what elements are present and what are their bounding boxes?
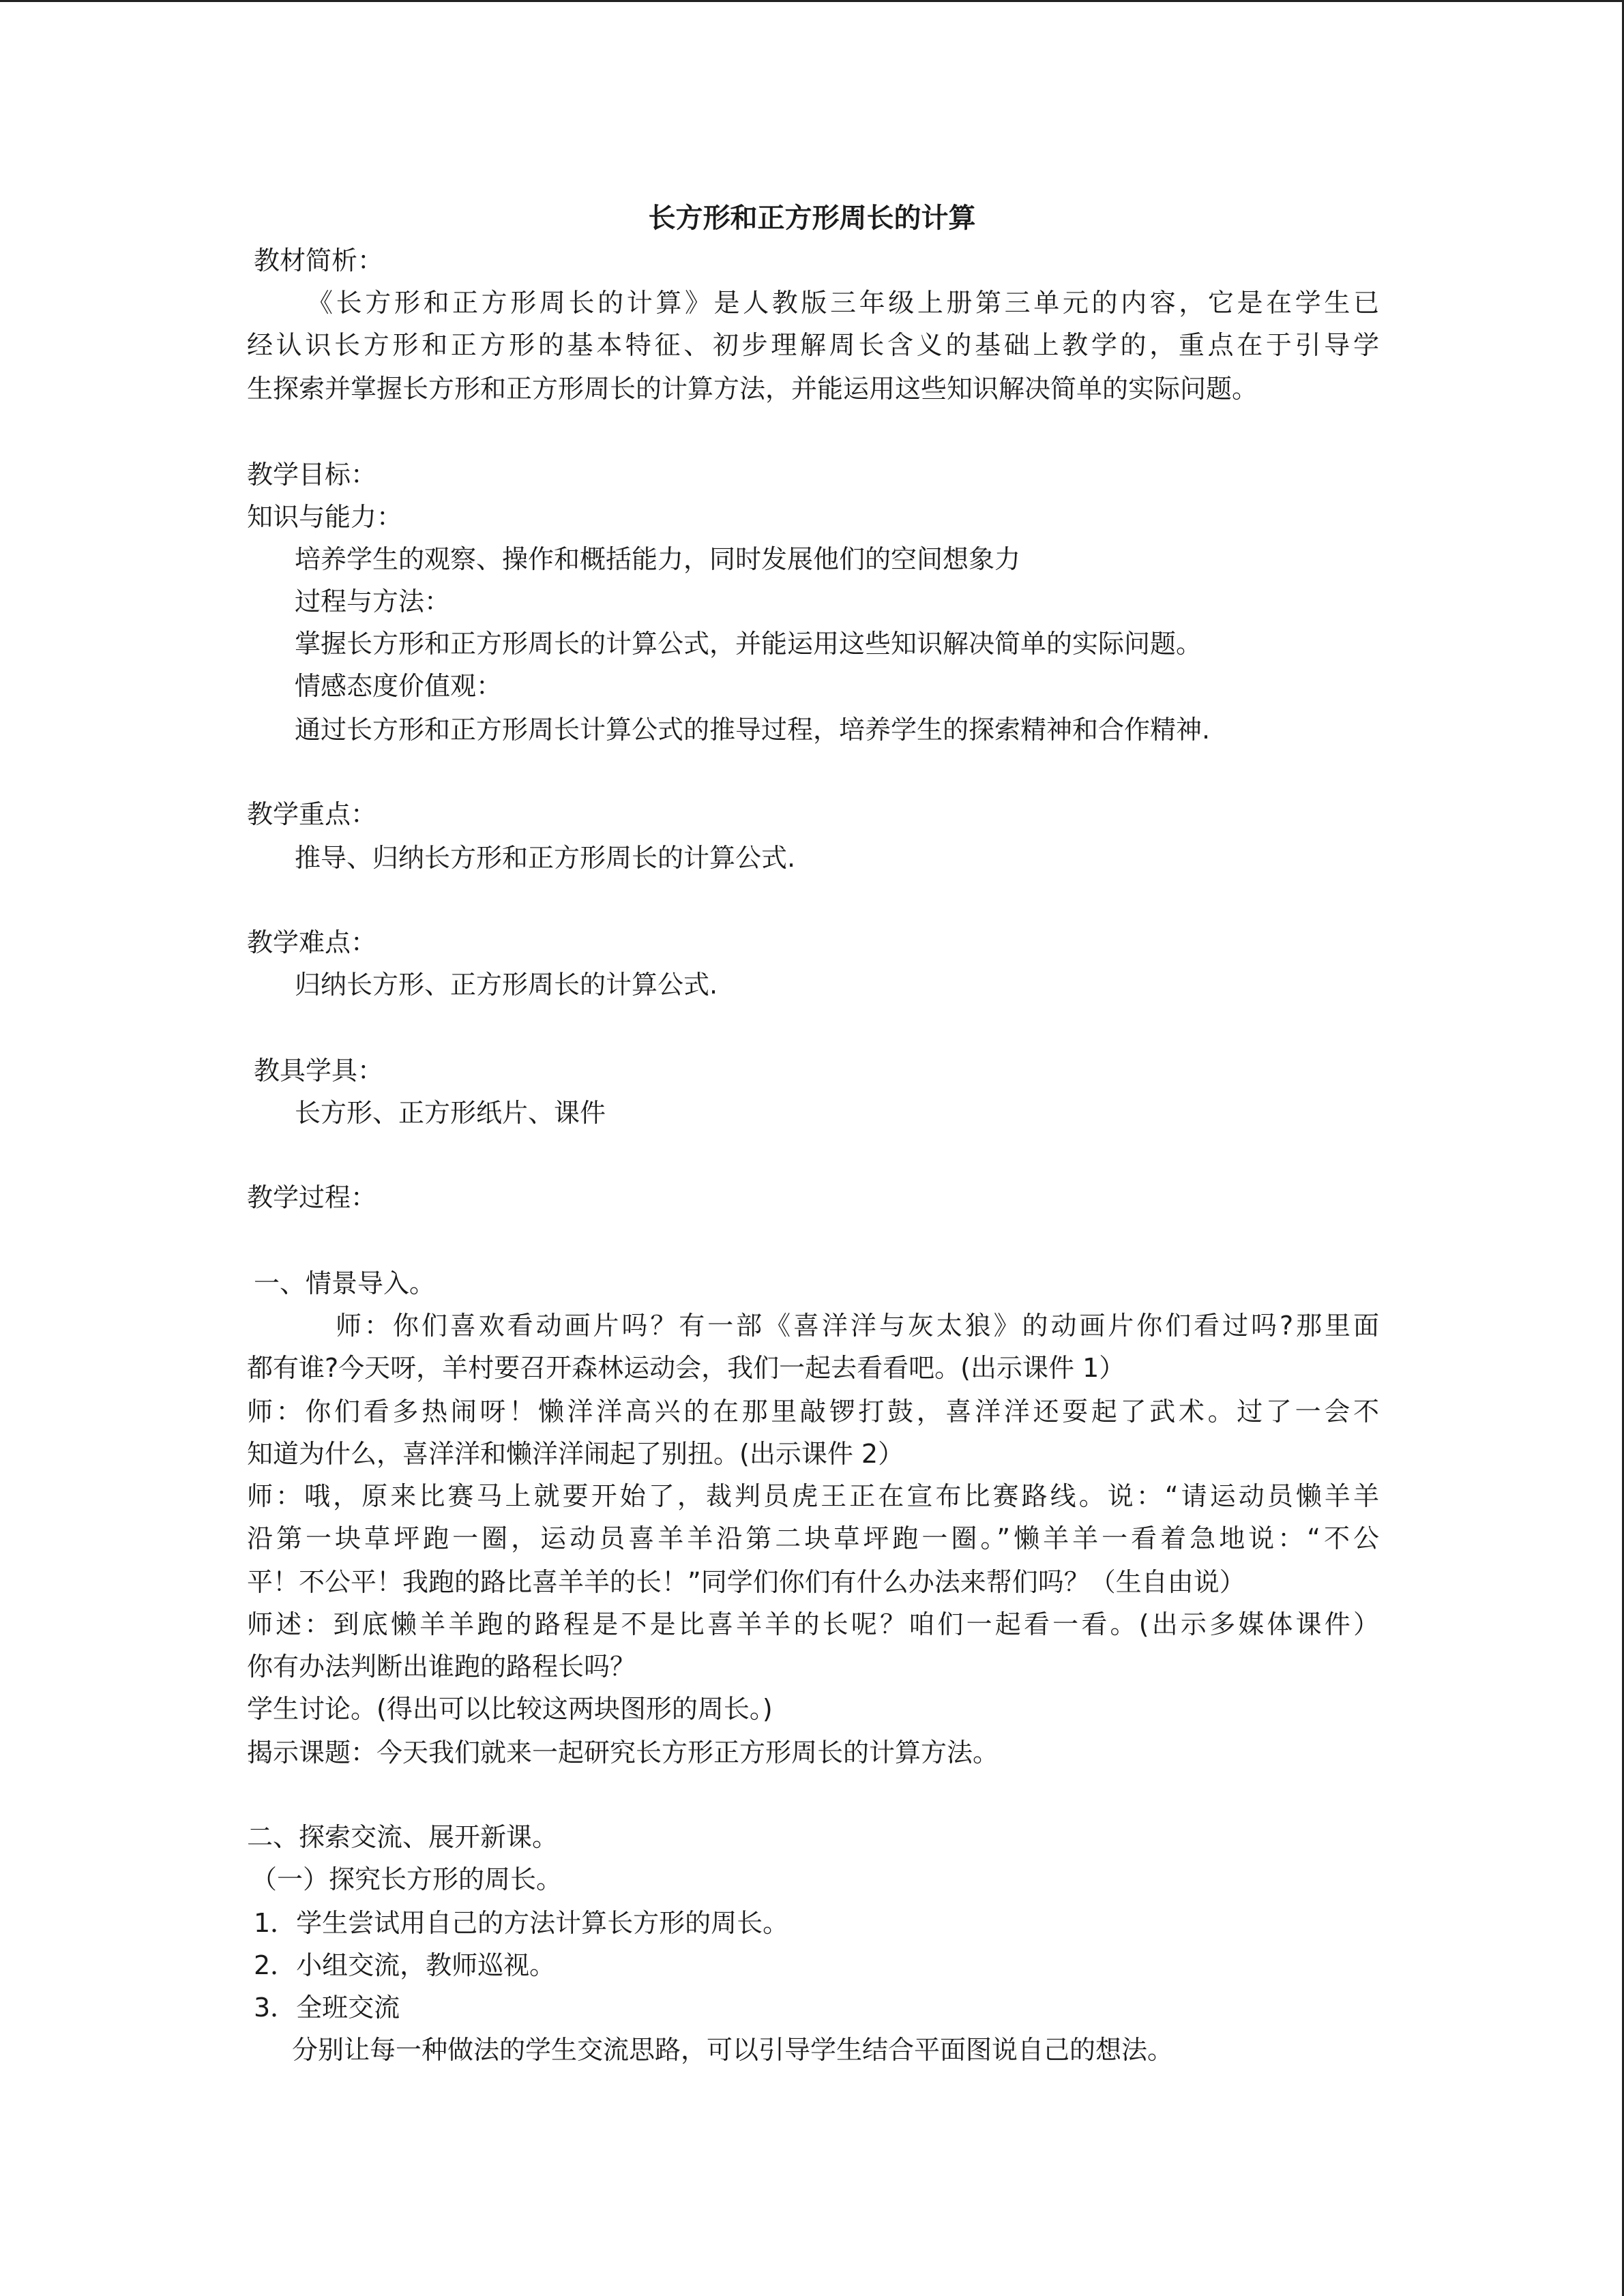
knowledge-heading: 知识与能力： xyxy=(247,502,403,532)
section1-line-5: 师：哦，原来比赛马上就要开始了，裁判员虎王正在宣布比赛路线。说：“请运动员懒羊羊 xyxy=(247,1481,1379,1511)
textbook-heading: 教材简析： xyxy=(254,245,384,275)
section1-line-1: 师：你们喜欢看动画片吗？有一部《喜洋洋与灰太狼》的动画片你们看过吗?那里面 xyxy=(336,1311,1379,1341)
section2-item-1: 1．学生尝试用自己的方法计算长方形的周长。 xyxy=(254,1908,789,1938)
tools-text: 长方形、正方形纸片、课件 xyxy=(295,1098,606,1128)
section2-item-2: 2．小组交流，教师巡视。 xyxy=(254,1950,556,1980)
section1-line-9: 你有办法判断出谁跑的路程长吗？ xyxy=(247,1652,636,1682)
section1-line-8: 师述：到底懒羊羊跑的路程是不是比喜羊羊的长呢？咱们一起看一看。(出示多媒体课件） xyxy=(247,1609,1379,1639)
textbook-line-3: 生探索并掌握长方形和正方形周长的计算方法，并能运用这些知识解决简单的实际问题。 xyxy=(247,374,1258,404)
textbook-line-2: 经认识长方形和正方形的基本特征、初步理解周长含义的基础上教学的，重点在于引导学 xyxy=(247,330,1379,360)
key-text: 推导、归纳长方形和正方形周长的计算公式. xyxy=(295,843,796,873)
emotion-heading: 情感态度价值观： xyxy=(295,671,503,701)
emotion-text: 通过长方形和正方形周长计算公式的推导过程，培养学生的探索精神和合作精神. xyxy=(295,715,1211,745)
textbook-line-1: 《长方形和正方形周长的计算》是人教版三年级上册第三单元的内容，它是在学生已 xyxy=(307,288,1379,318)
difficulty-text: 归纳长方形、正方形周长的计算公式. xyxy=(295,970,718,1000)
page-top-border xyxy=(0,0,1624,2)
document-title: 长方形和正方形周长的计算 xyxy=(648,203,976,234)
key-heading: 教学重点： xyxy=(247,799,377,829)
process-method-heading: 过程与方法： xyxy=(295,586,451,616)
section1-line-2: 都有谁?今天呀，羊村要召开森林运动会，我们一起去看看吧。(出示课件 1） xyxy=(247,1353,1125,1383)
knowledge-text: 培养学生的观察、操作和概括能力，同时发展他们的空间想象力 xyxy=(295,544,1021,574)
section1-line-3: 师：你们看多热闹呀！懒洋洋高兴的在那里敲锣打鼓，喜洋洋还耍起了武术。过了一会不 xyxy=(247,1397,1379,1427)
section2-subheading: （一）探究长方形的周长。 xyxy=(251,1864,563,1894)
process-heading: 教学过程： xyxy=(247,1182,377,1212)
section1-line-4: 知道为什么，喜洋洋和懒洋洋闹起了别扭。(出示课件 2） xyxy=(247,1439,904,1469)
section1-line-6: 沿第一块草坪跑一圈，运动员喜羊羊沿第二块草坪跑一圈。”懒羊羊一看着急地说：“不公 xyxy=(247,1523,1379,1553)
section2-heading: 二、探索交流、展开新课。 xyxy=(247,1822,559,1852)
section1-heading: 一、情景导入。 xyxy=(254,1268,436,1298)
section2-closing: 分别让每一种做法的学生交流思路，可以引导学生结合平面图说自己的想法。 xyxy=(292,2035,1174,2065)
section1-line-11: 揭示课题：今天我们就来一起研究长方形正方形周长的计算方法。 xyxy=(247,1738,999,1768)
section1-line-10: 学生讨论。(得出可以比较这两块图形的周长。) xyxy=(247,1694,773,1724)
section2-item-3: 3．全班交流 xyxy=(254,1993,400,2023)
section1-line-7: 平！不公平！我跑的路比喜羊羊的长！”同学们你们有什么办法来帮们吗？（生自由说） xyxy=(247,1567,1245,1597)
process-method-text: 掌握长方形和正方形周长的计算公式，并能运用这些知识解决简单的实际问题。 xyxy=(295,629,1202,659)
tools-heading: 教具学具： xyxy=(254,1056,384,1086)
goals-heading: 教学目标： xyxy=(247,460,377,490)
difficulty-heading: 教学难点： xyxy=(247,927,377,957)
